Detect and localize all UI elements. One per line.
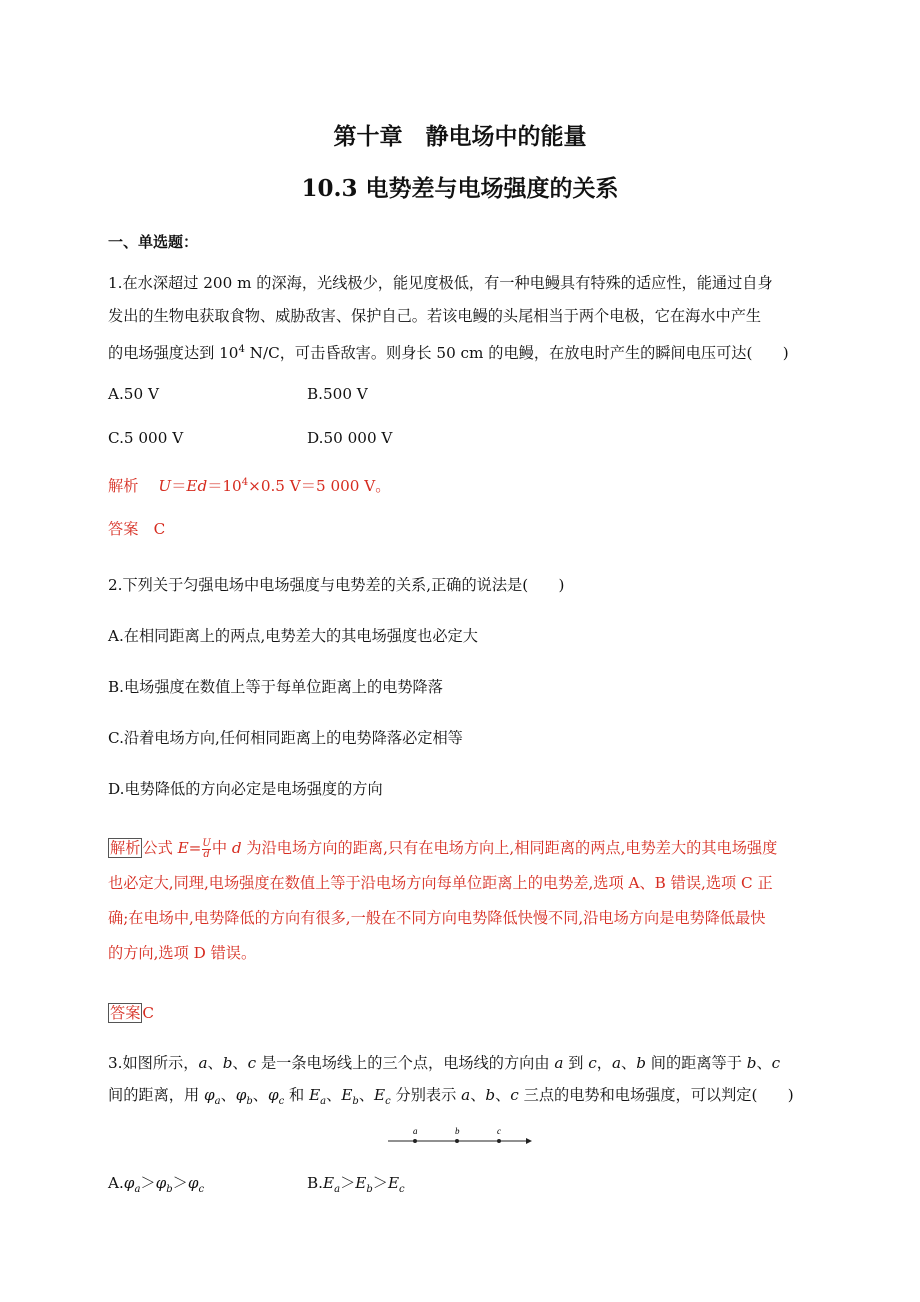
q1-stem-line2: 发出的生物电获取食物、威胁敌害、保护自己。若该电鳗的头尾相当于两个电极，它在海水中产生 — [108, 307, 762, 325]
q3-stem-line2: 间的距离，用 $\varphi_a$、$\varphi_b$、$\varphi_c$ 和 $E_a$、$E_b$、$E_c$ 分别表示 a、b、c 三点的电势和电场强度，可以判定( ) — [108, 1086, 794, 1108]
answer-tag: 答案 — [110, 1004, 141, 1022]
q2-option-b: B.电场强度在数值上等于每单位距离上的电势降落 — [108, 678, 443, 696]
section-title: 10.3 电势差与电场强度的关系 — [301, 175, 619, 202]
field-line-diagram — [380, 1122, 540, 1152]
q1-stem-line3: 的电场强度达到 $10^4$ N/C，可击昏敌害。则身长 50 cm 的电鳗，在放电时产生的瞬间电压可达( ) — [108, 344, 789, 363]
point-a — [413, 1139, 417, 1143]
section-label: 一、单选题： — [108, 233, 199, 251]
q1-option-c: C.5 000 V — [108, 429, 184, 447]
q2-analysis-line2: 也必定大,同理,电场强度在数值上等于沿电场方向每单位距离上的电势差,选项 A、B 错误,选项 C 正 — [108, 874, 773, 892]
q1-stem-line1: 1.在水深超过 200 m 的深海，光线极少，能见度极低，有一种电鳗具有特殊的适应性，能通过自身 — [108, 274, 773, 292]
q3-stem-line1: 3.如图所示，a、b、c 是一条电场线上的三个点，电场线的方向由 a 到 c，a、b 间的距离等于 b、c — [108, 1054, 781, 1072]
arrow-head-icon — [526, 1138, 532, 1144]
q2-answer: 答案 C — [110, 1004, 154, 1022]
analysis-tag: 解析 — [110, 839, 141, 857]
q2-analysis-line4: 的方向,选项 D 错误。 — [108, 944, 257, 962]
q1-analysis: 解析 $U=Ed=10^4\times 0.5$ V＝5 000 V。 — [108, 477, 391, 496]
chapter-title: 第十章 静电场中的能量 — [333, 123, 587, 150]
label-b: b — [455, 1126, 460, 1136]
q3-option-b: $B.E_a>E_b>E_c$ — [307, 1174, 405, 1196]
q1-option-a: A.50 V — [108, 385, 159, 403]
q2-analysis-line1: 解析 公式 E= $\frac{U}{d}$ 中 d 为沿电场方向的距离,只有在电场方向上,相同距离的两点,电势差大的其电场强度 — [110, 837, 778, 860]
point-b — [455, 1139, 459, 1143]
q2-option-a: A.在相同距离上的两点,电势差大的其电场强度也必定大 — [108, 627, 478, 645]
q2-stem: 2.下列关于匀强电场中电场强度与电势差的关系,正确的说法是( ) — [108, 576, 565, 594]
q2-option-c: C.沿着电场方向,任何相同距离上的电势降落必定相等 — [108, 729, 463, 747]
point-c — [497, 1139, 501, 1143]
q1-option-d: D.50 000 V — [307, 429, 393, 447]
q2-analysis-line3: 确;在电场中,电势降低的方向有很多,一般在不同方向电势降低快慢不同,沿电场方向是电势降低最快 — [108, 909, 766, 927]
label-a: a — [413, 1126, 418, 1136]
q3-option-a: $A.\varphi_a>\varphi_b>\varphi_c$ — [108, 1174, 205, 1196]
label-c: c — [497, 1126, 501, 1136]
fraction-u-over-d: $\frac{U}{d}$ — [202, 837, 211, 860]
q1-option-b: B.500 V — [307, 385, 368, 403]
q2-option-d: D.电势降低的方向必定是电场强度的方向 — [108, 780, 383, 798]
q1-answer: 答案 C — [108, 520, 166, 538]
